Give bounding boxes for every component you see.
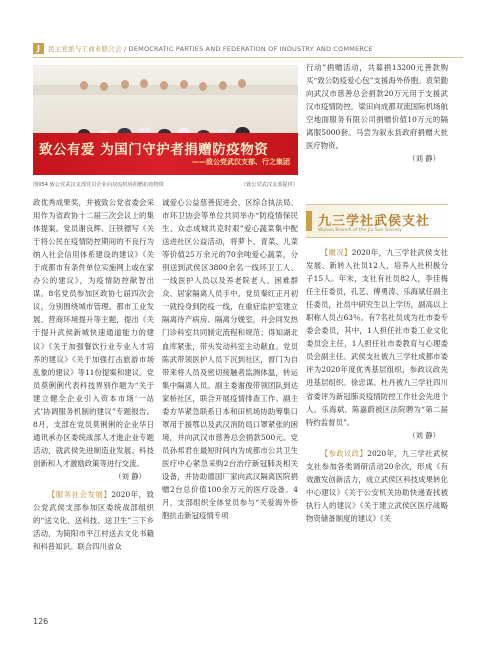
running-header (33, 40, 463, 56)
section-tag: 【参政议政】 (320, 448, 368, 458)
paragraph (306, 246, 448, 429)
photo-person-head (238, 79, 246, 88)
paragraph (33, 488, 154, 553)
section-title: 九三学社武侯支社 (318, 214, 431, 229)
photo-person-head (199, 82, 207, 91)
photo-person-head (80, 81, 88, 90)
header-title-en: / DEMOCRATIC PARTIES AND FEDERATION OF INDUSTRY AND COMMERCE (121, 44, 373, 53)
photo-person-head (121, 80, 129, 89)
banner-subtitle: ——致公党武汉支部、行之集团 (192, 158, 290, 166)
section-logo-icon: J (33, 43, 44, 54)
text-column-2 (162, 196, 298, 522)
section-marker (306, 211, 312, 231)
paragraph-text: 2020年，九三学社武侯支社发展、新转入社员12人，培养入社积极分子15人。年末，支社有社员82人，李佳梅任主任委员，孔艺、傅勇涛、乐海斌任副主任委员，社员中研究生以上学历，副高以上职称人员占63％。有7名社员成为社市委专委会委员，其中，1人担任社市委工业文化委员会主任，1人担任社市委教育与心理委员会副主任。武侯支社被九三学社成都市委评为2020年度优秀基层组织，参政议政先进基层组织。徐忠谋、杜丹被九三学社四川省委评为新冠肺炎疫情防控工作社会先进个人。乐海斌、陈嘉蔚被区法院聘为“第二届特约监督员”。 (306, 248, 448, 427)
author-signature: （刘 静） (408, 154, 440, 164)
photo-person-head (180, 80, 188, 89)
event-photo (33, 65, 298, 175)
photo-person-head (100, 82, 108, 91)
paragraph: 行动”捐赠活动，共募捐13200元善款购买“致公防疫爱心包”支援海外侨胞。袁荣勤向武汉市慈善总会捐款20万元用于支援武汉市疫情防控。梁田向成都双流国际机场航空地面服务有限公司捐赠价值10万元的隔离服5000套。马尝为叙永县政府捐赠大批医疗物资。 (306, 63, 448, 151)
photo-person-head (140, 79, 148, 88)
photo-person-head (219, 81, 227, 90)
photo-caption (33, 181, 298, 191)
paragraph: 诚爱心公益慈善促进会、区综合执法局、市环卫协会等单位共同举办“防疫情保民生、众志成城共克时艰”爱心蔬菜集中配送进社区公益活动，将萝卜、青菜、儿菜等价值25万余元的70余吨爱心蔬菜，分别送到武侯区3800余名一线环卫工人、一线医护人员以及养老院老人、困难群众、居家隔离人员手中。党员秦红正月初一就投身到防疫一线，在重症监护室建立隔离待产病房、隔离分娩室，并会同发热门诊科室共同制定流程和规范；得知湖北血库紧张，带头发动科室主动献血。党员陈武带领医护人员下沉到社区，督门为自带来将人员及密切接触者监测体温，转运集中隔离人员。副主委谢俊带领团队到达家桥社区，联合开展疫情排查工作。副主委方华紧急联系日本和田机场协助筹集口罩用于援鄂以及武汉消防局口罩紧张的困境，并向武汉市慈善总会捐款500元。党员孙邦君在最短时间内为成都市公共卫生医疗中心紧急采购2台治疗新冠肺炎相关设备，并协助德国厂家向武汉隔离医院捐赠2台总价值100余万元的医疗设备。4月，支部组织全体党员参与“关爱海外侨胞抗击新冠疫情专项 (162, 198, 298, 521)
header-title (48, 44, 373, 53)
paragraph: 政优秀成果奖，并被致公党省委会采用作为省政协十二届三次会议上的集体提案。党员谢良辉、汪铁镖写《关于将公民在疫情防控期间的不良行为纳入社会信用体系建设的建议》《关于成都市有条件单位实施网上或在家办公的建议》，为疫情防控献智出谋。8名党员参加区政协七届四次会议，分别围绕城市管理、都市工业发展、营商环境提升等主题，提出《关于提升武侯新城快速通道能力的建议》《关于加强餐饮行业专业人才培养的建议》《关于加强打击旅游市场乱象的建议》等11份提案和建议。党员莫俐俐代表科技界别作题为“关于建立健全企业引入资本市场‘一站式’协调服务机制的建议”专题报告。8月，支部在党员莫俐俐的企业华日通讯承办区委统战部人才進企业专题活动，就武侯先进制造业发展、科技创新和人才激励政策等进行交流。 (33, 198, 154, 468)
caption-credit: （致公党武汉支部提供） (240, 182, 298, 188)
page-number: 126 (33, 617, 49, 626)
text-column-3 (306, 61, 448, 165)
author-signature: （刘 静） (408, 430, 440, 440)
paragraph-text: 2020年，致公党武侯支部参加区委统战部组织的“送文化、送科技、送卫生”三下乡活动，为简阳市平江村送去文化书籍和科普知识。联合四川省众 (33, 490, 154, 552)
banner-title: 致公有爱 为国门守护者捐赠防疫物资 (39, 142, 269, 158)
text-column-3-continued (306, 246, 448, 525)
section-tag: 【服务社会发展】 (47, 490, 112, 500)
section-tag: 【概况】 (320, 248, 352, 257)
section-heading (306, 204, 448, 238)
photo-person-head (160, 81, 168, 90)
header-title-cn: 民主党派与工商业联合会 (48, 44, 122, 53)
paragraph (306, 447, 448, 525)
paragraph-text: 2020年，九三学社武侯支社参加各类调研活动20余次，形成《有效激发创新活力，成立武侯区科技成果转化中心建议》《关于公安机关协助快递查找被执行人的建议》《关于建立武侯区医疗战略物资储备制度的建议》《关 (306, 448, 448, 523)
author-signature: （刘 静） (114, 471, 146, 481)
caption-text: 图054 致公党武汉支部党员企业向双流机场捐赠抗疫物资 (33, 182, 164, 188)
header-divider (33, 57, 463, 58)
section-title-en: Wuhou Branch of the Jiu San Society (318, 228, 402, 233)
text-column-1 (33, 196, 154, 553)
